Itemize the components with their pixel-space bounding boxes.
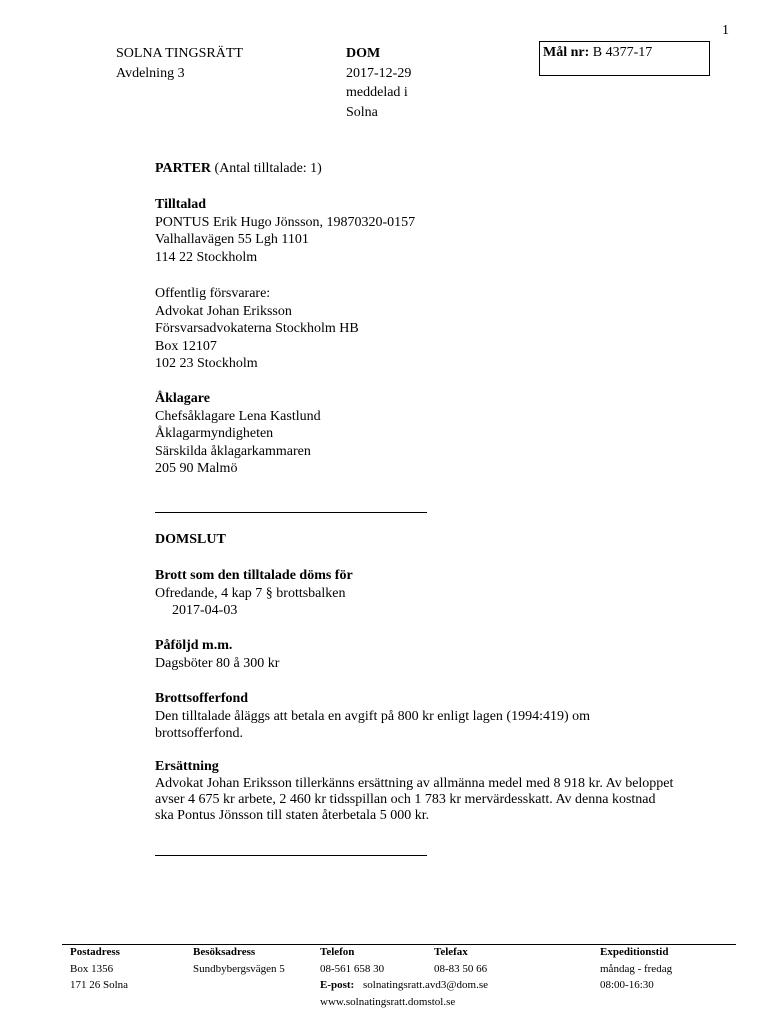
- penalty-block: [155, 637, 279, 672]
- footer-fax: [434, 944, 487, 977]
- victim-fund-heading: Brottsofferfond: [155, 691, 249, 706]
- footer-visit: [193, 944, 285, 977]
- footer-visit-label: Besöksadress: [193, 946, 256, 958]
- footer-hours-time: 08:00-16:30: [600, 979, 654, 991]
- issued-line-1: meddelad i: [346, 85, 408, 100]
- footer-hours-days: måndag - fredag: [600, 962, 673, 975]
- court-division: Avdelning 3: [116, 65, 185, 81]
- issued-line-2: Solna: [346, 104, 378, 120]
- defender-firm: Försvarsadvokaterna Stockholm HB: [155, 321, 359, 336]
- defendant-name: PONTUS Erik Hugo Jönsson, 19870320-0157: [155, 214, 416, 230]
- prosecutor-agency: Åklagarmyndigheten: [155, 426, 274, 441]
- verdict-heading: DOMSLUT: [155, 532, 226, 547]
- prosecutor-name: Chefsåklagare Lena Kastlund: [155, 408, 321, 424]
- crime-date: 2017-04-03: [172, 603, 238, 618]
- compensation-line-1: Advokat Johan Eriksson tillerkänns ersättning av allmänna medel med 8 918 kr. Av beloppet: [155, 775, 674, 791]
- parties-count-note: (Antal tilltalade: 1): [214, 161, 322, 176]
- victim-fund-block: [155, 690, 590, 743]
- footer-postal-label: Postadress: [70, 946, 120, 958]
- section-divider: [155, 512, 427, 513]
- footer-postal: [70, 944, 128, 994]
- defender-block: [155, 285, 359, 373]
- defender-heading: Offentlig försvarare:: [155, 286, 271, 301]
- compensation-block: [155, 758, 673, 824]
- prosecutor-city: 205 90 Malmö: [155, 461, 238, 476]
- defendant-block: [155, 196, 415, 266]
- footer-fax-label: Telefax: [434, 946, 468, 958]
- defendant-heading: Tilltalad: [155, 197, 207, 212]
- footer-email-label: E-post:: [320, 979, 355, 991]
- footer-email-link[interactable]: solnatingsratt.avd3@dom.se: [362, 979, 488, 991]
- defender-name: Advokat Johan Eriksson: [155, 303, 292, 319]
- penalty-heading: Påföljd m.m.: [155, 638, 233, 653]
- defendant-address-1: Valhallavägen 55 Lgh 1101: [155, 232, 309, 247]
- case-number-box: [539, 41, 710, 76]
- case-number: B 4377-17: [592, 45, 653, 60]
- prosecutor-office: Särskilda åklagarkammaren: [155, 443, 311, 459]
- footer-phone-label: Telefon: [320, 946, 355, 958]
- page-number: 1: [722, 23, 729, 38]
- defender-box: Box 12107: [155, 338, 217, 354]
- footer-visit-line-1: Sundbybergsvägen 5: [193, 962, 285, 975]
- footer-hours: [600, 944, 672, 994]
- parties-heading: PARTER: [155, 161, 212, 176]
- compensation-line-2: avser 4 675 kr arbete, 2 460 kr tidsspillan och 1 783 kr mervärdesskatt. Av denna kostnad: [155, 791, 656, 807]
- victim-fund-line-1: Den tilltalade åläggs att betala en avgift på 800 kr enligt lagen (1994:419) om: [155, 708, 591, 724]
- footer-web-link[interactable]: www.solnatingsratt.domstol.se: [320, 995, 456, 1008]
- prosecutor-block: [155, 390, 321, 478]
- defender-city: 102 23 Stockholm: [155, 356, 258, 371]
- footer-email-line: [320, 977, 488, 994]
- crime-description: Ofredande, 4 kap 7 § brottsbalken: [155, 585, 346, 601]
- footer-postal-line-1: Box 1356: [70, 962, 114, 975]
- court-header: [116, 44, 243, 83]
- footer-postal-line-2: 171 26 Solna: [70, 979, 129, 991]
- document-date: 2017-12-29: [346, 65, 412, 81]
- crime-block: [155, 567, 353, 620]
- footer-fax-number: 08-83 50 66: [434, 962, 488, 975]
- compensation-line-3: ska Pontus Jönsson till staten återbetala 5 000 kr.: [155, 807, 430, 823]
- footer-hours-label: Expeditionstid: [600, 946, 669, 958]
- crime-heading: Brott som den tilltalade döms för: [155, 568, 353, 583]
- prosecutor-heading: Åklagare: [155, 391, 210, 406]
- penalty-text: Dagsböter 80 å 300 kr: [155, 655, 280, 671]
- case-number-label: Mål nr:: [543, 45, 590, 60]
- footer-phone-number: 08-561 658 30: [320, 962, 385, 975]
- court-name: SOLNA TINGSRÄTT: [116, 46, 243, 61]
- defendant-address-2: 114 22 Stockholm: [155, 249, 258, 265]
- document-type: DOM: [346, 46, 381, 61]
- parties-heading-line: [155, 161, 322, 177]
- compensation-heading: Ersättning: [155, 759, 219, 774]
- section-divider-bottom: [155, 855, 427, 856]
- document-header: [346, 44, 411, 122]
- victim-fund-line-2: brottsofferfond.: [155, 726, 243, 741]
